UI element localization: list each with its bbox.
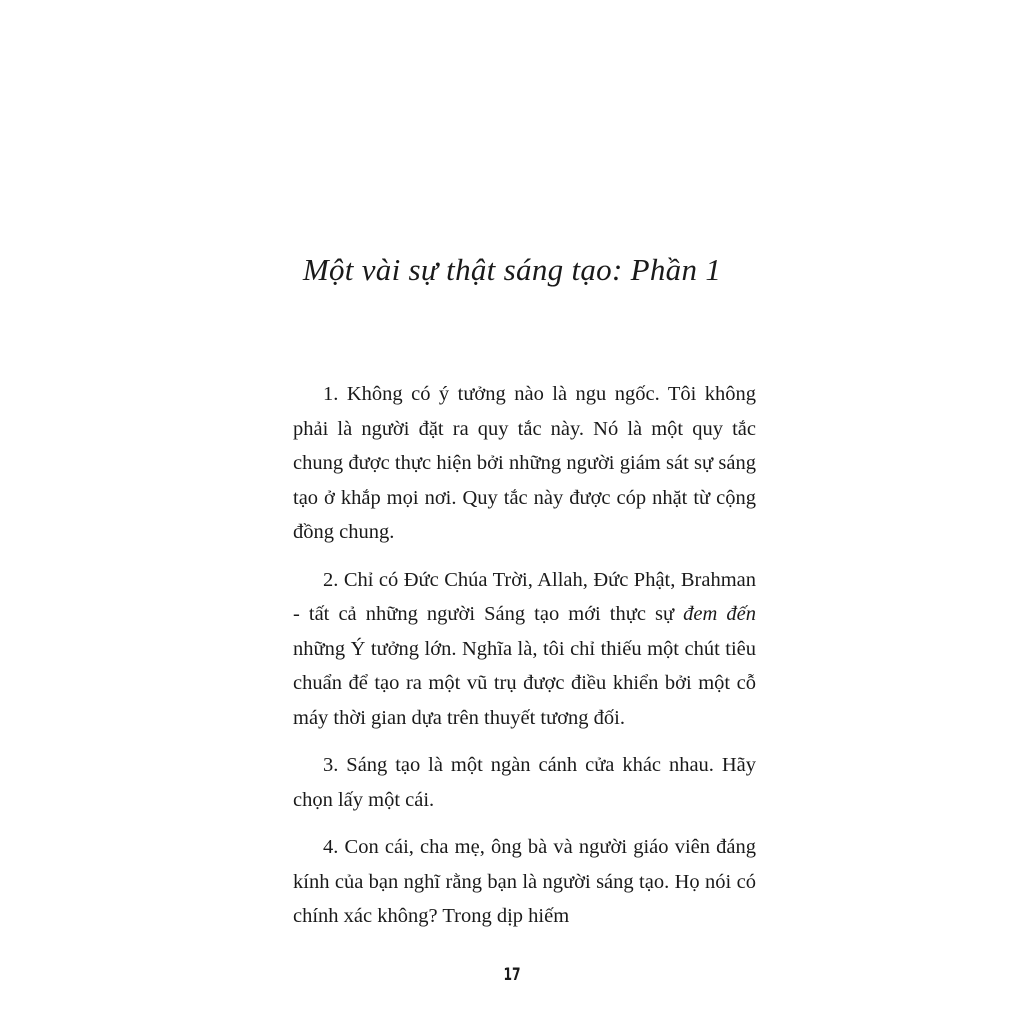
paragraph-2-start: 2. Chỉ có Đức Chúa Trời, Allah, Đức Phật, Brahman - tất cả những người Sáng tạo mới thực sự	[293, 568, 756, 625]
chapter-title: Một vài sự thật sáng tạo: Phần 1	[302, 252, 722, 287]
paragraph-2-emphasis: đem đến	[683, 603, 756, 625]
paragraph-2	[293, 563, 756, 736]
paragraph-2-end: những Ý tưởng lớn. Nghĩa là, tôi chỉ thiếu một chút tiêu chuẩn để tạo ra một vũ trụ được điều khiển bởi một cỗ máy thời gian dựa trên thuyết tương đối.	[293, 637, 756, 729]
page-number: 17	[503, 965, 521, 985]
paragraph-3: 3. Sáng tạo là một ngàn cánh cửa khác nhau. Hãy chọn lấy một cái.	[293, 754, 756, 811]
paragraph-1: 1. Không có ý tưởng nào là ngu ngốc. Tôi không phải là người đặt ra quy tắc này. Nó là một quy tắc chung được thực hiện bởi những người giám sát sự sáng tạo ở khắp mọi nơi. Quy tắc này được cóp nhặt từ cộng đồng chung.	[293, 383, 756, 543]
paragraph-4: 4. Con cái, cha mẹ, ông bà và người giáo viên đáng kính của bạn nghĩ rằng bạn là người sáng tạo. Họ nói có chính xác không? Trong dịp hiếm	[293, 836, 756, 927]
body-text	[293, 377, 756, 947]
